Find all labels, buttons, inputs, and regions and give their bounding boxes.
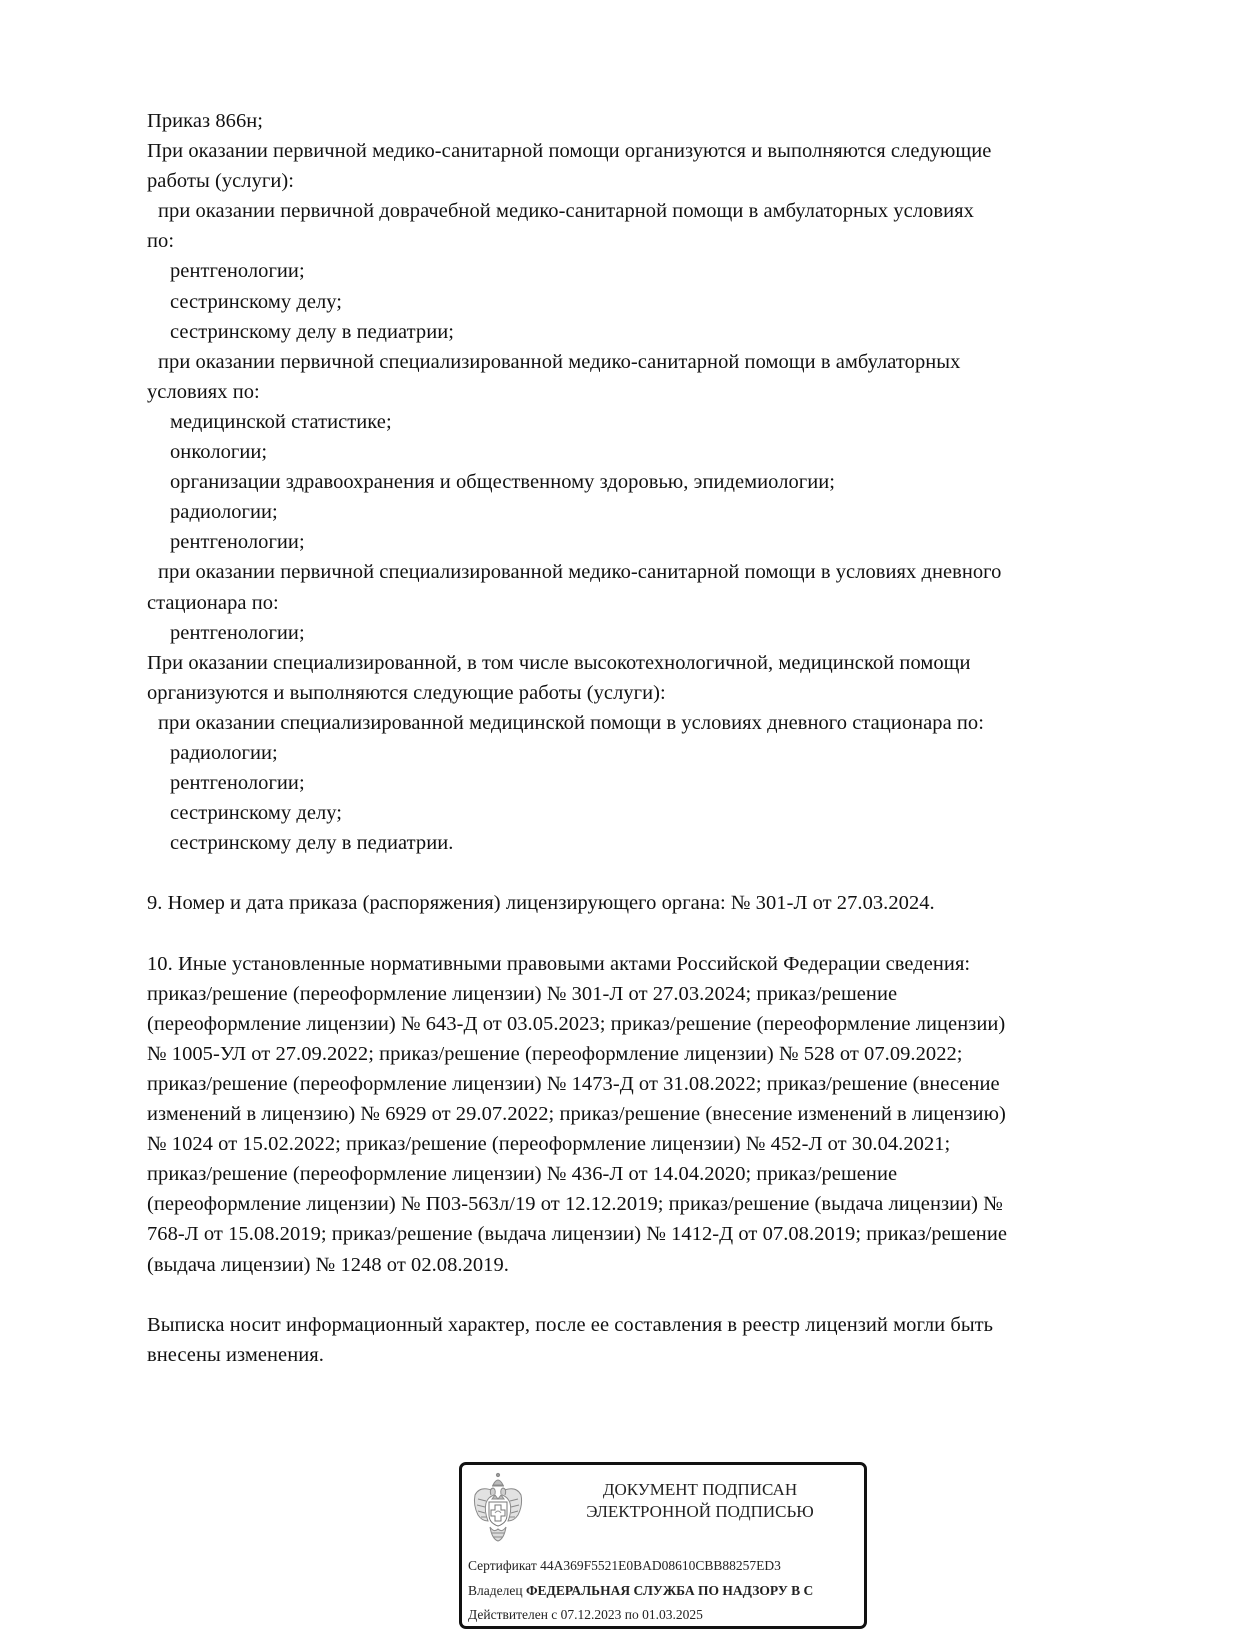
text-line: При оказании специализированной, в том числе высокотехнологичной, медицинской помощи (147, 651, 971, 674)
owner-value: ФЕДЕРАЛЬНАЯ СЛУЖБА ПО НАДЗОРУ В С (525, 1582, 814, 1598)
text-line: Приказ 866н; (147, 110, 264, 132)
stamp-title-line-2: ЭЛЕКТРОННОЙ ПОДПИСЬЮ (586, 1502, 814, 1521)
stamp-info (468, 1554, 867, 1628)
text-line: при оказании первичной специализированной медико-санитарной помощи в амбулаторных (158, 350, 961, 373)
text-line: радиологии; (170, 741, 278, 764)
text-line: сестринскому делу; (170, 802, 343, 825)
text-line: (переоформление лицензии) № П03-563л/19 от 12.12.2019; приказ/решение (выдача лицензии) № (147, 1193, 1003, 1216)
text-line: приказ/решение (переоформление лицензии) № 1473-Д от 31.08.2022; приказ/решение (внесение (147, 1073, 1000, 1095)
text-line: внесены изменения. (147, 1343, 324, 1366)
text-line: радиологии; (170, 501, 278, 524)
electronic-signature-stamp (459, 1462, 867, 1629)
text-line: условиях по: (147, 380, 260, 403)
text-line: медицинской статистике; (170, 410, 392, 433)
text-line: 9. Номер и дата приказа (распоряжения) лицензирующего органа: № 301-Л от 27.03.2024. (147, 892, 935, 915)
text-line: по: (147, 230, 175, 253)
validity-row: Действителен с 07.12.2023 по 01.03.2025 (468, 1607, 703, 1622)
text-line: организации здравоохранения и общественному здоровью, эпидемиологии; (170, 471, 836, 494)
text-line: приказ/решение (переоформление лицензии) № 301-Л от 27.03.2024; приказ/решение (147, 982, 898, 1005)
text-line: рентгенологии; (170, 772, 305, 795)
text-line: При оказании первичной медико-санитарной помощи организуются и выполняются следующие (147, 140, 992, 163)
text-line: рентгенологии; (170, 531, 305, 554)
text-line: сестринскому делу в педиатрии; (170, 320, 454, 343)
blank-line (147, 919, 1187, 949)
text-line: рентгенологии; (170, 621, 305, 644)
text-line: (выдача лицензии) № 1248 от 02.08.2019. (147, 1253, 509, 1276)
stamp-title (540, 1479, 860, 1523)
text-line: рентгенологии; (170, 260, 305, 283)
blank-line (147, 1280, 1187, 1310)
stamp-title-line-1: ДОКУМЕНТ ПОДПИСАН (602, 1480, 798, 1499)
text-line: при оказании первичной доврачебной медико-санитарной помощи в амбулаторных условиях (158, 200, 974, 223)
certificate-label: Сертификат (468, 1558, 537, 1573)
text-line: стационара по: (147, 591, 279, 614)
text-line: работы (услуги): (147, 170, 294, 193)
blank-line (147, 858, 1187, 888)
text-line: (переоформление лицензии) № 643-Д от 03.05.2023; приказ/решение (переоформление лицензии) (147, 1012, 1006, 1035)
text-line: Выписка носит информационный характер, после ее составления в реестр лицензий могли быть (147, 1313, 994, 1336)
text-line: онкологии; (170, 441, 268, 464)
text-line: изменений в лицензию) № 6929 от 29.07.2022; приказ/решение (внесение изменений в лицензию) (147, 1103, 1006, 1126)
text-line: при оказании первичной специализированной медико-санитарной помощи в условиях дневного (158, 561, 1002, 584)
text-line: 768-Л от 15.08.2019; приказ/решение (выдача лицензии) № 1412-Д от 07.08.2019; приказ/решение (147, 1223, 1007, 1246)
owner-label: Владелец (468, 1582, 523, 1598)
text-line: при оказании специализированной медицинской помощи в условиях дневного стационара по: (158, 711, 984, 734)
text-line: № 1005-УЛ от 27.09.2022; приказ/решение (переоформление лицензии) № 528 от 07.09.2022; (147, 1042, 963, 1065)
text-line: № 1024 от 15.02.2022; приказ/решение (переоформление лицензии) № 452-Л от 30.04.2021; (147, 1133, 951, 1156)
certificate-row (468, 1554, 867, 1579)
text-line: сестринскому делу в педиатрии. (170, 832, 454, 855)
text-line: организуются и выполняются следующие работы (услуги): (147, 681, 666, 704)
certificate-value: 44A369F5521E0BAD08610CBB88257ED3 (540, 1558, 781, 1573)
text-line: 10. Иные установленные нормативными правовыми актами Российской Федерации сведения: (147, 952, 971, 975)
owner-row (468, 1579, 867, 1604)
coat-of-arms-eagle-icon (472, 1471, 524, 1547)
text-line: приказ/решение (переоформление лицензии) № 436-Л от 14.04.2020; приказ/решение (147, 1163, 898, 1186)
text-line: сестринскому делу; (170, 290, 343, 313)
document-body (147, 106, 1187, 1370)
